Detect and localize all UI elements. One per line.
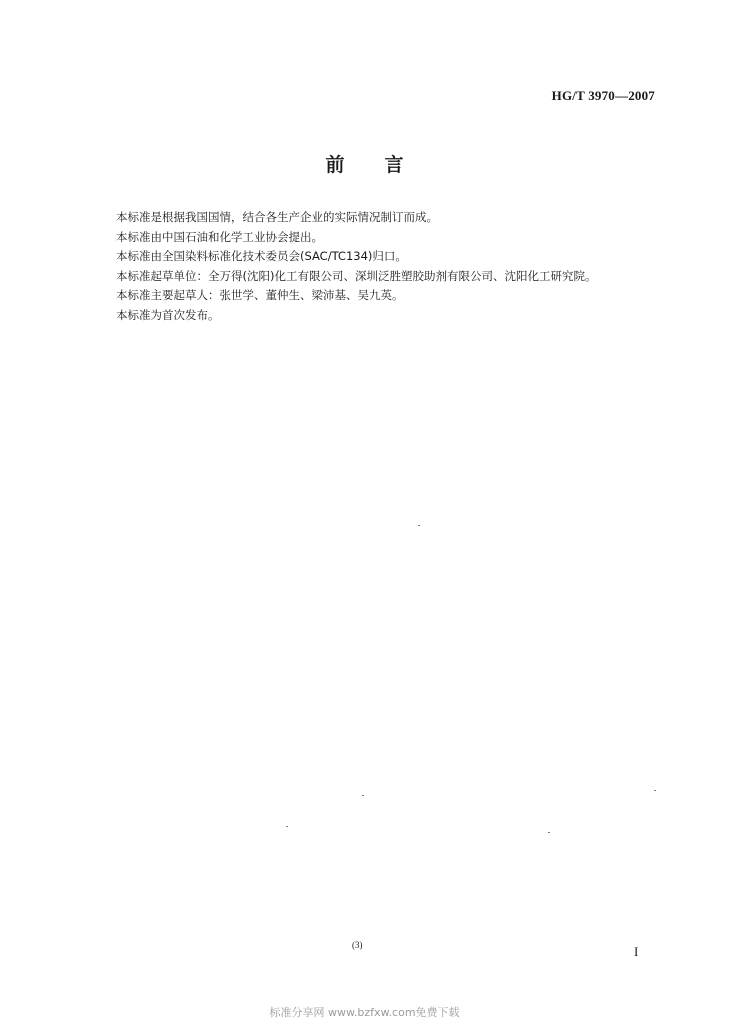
watermark-link[interactable]: 标准分享网 www.bzfxw.com免费下载 [269, 1006, 460, 1019]
paragraph: 本标准主要起草人：张世学、董仲生、梁沛基、吴九英。 [116, 288, 404, 302]
scan-speck [548, 832, 550, 833]
scan-speck [362, 795, 364, 796]
title-char-1: 前 [325, 154, 345, 176]
paragraph: 本标准由全国染料标准化技术委员会(SAC/TC134)归口。 [116, 249, 407, 263]
scan-speck [286, 826, 288, 827]
scan-speck [418, 525, 420, 526]
center-page-number: (3) [352, 940, 363, 950]
paragraph: 本标准由中国石油和化学工业协会提出。 [116, 229, 323, 244]
paragraph: 本标准起草单位：全万得(沈阳)化工有限公司、深圳泛胜塑胶助剂有限公司、沈阳化工研究院。 [116, 268, 597, 283]
paragraph: 本标准为首次发布。 [116, 307, 220, 322]
title-char-2: 言 [384, 154, 404, 176]
paragraph: 本标准是根据我国国情，结合各生产企业的实际情况制订而成。 [116, 210, 438, 224]
roman-page-number: I [634, 944, 639, 959]
standard-code: HG/T 3970—2007 [551, 88, 655, 103]
foreword-body [116, 208, 676, 325]
page-title [0, 150, 729, 177]
scan-speck [654, 790, 656, 791]
